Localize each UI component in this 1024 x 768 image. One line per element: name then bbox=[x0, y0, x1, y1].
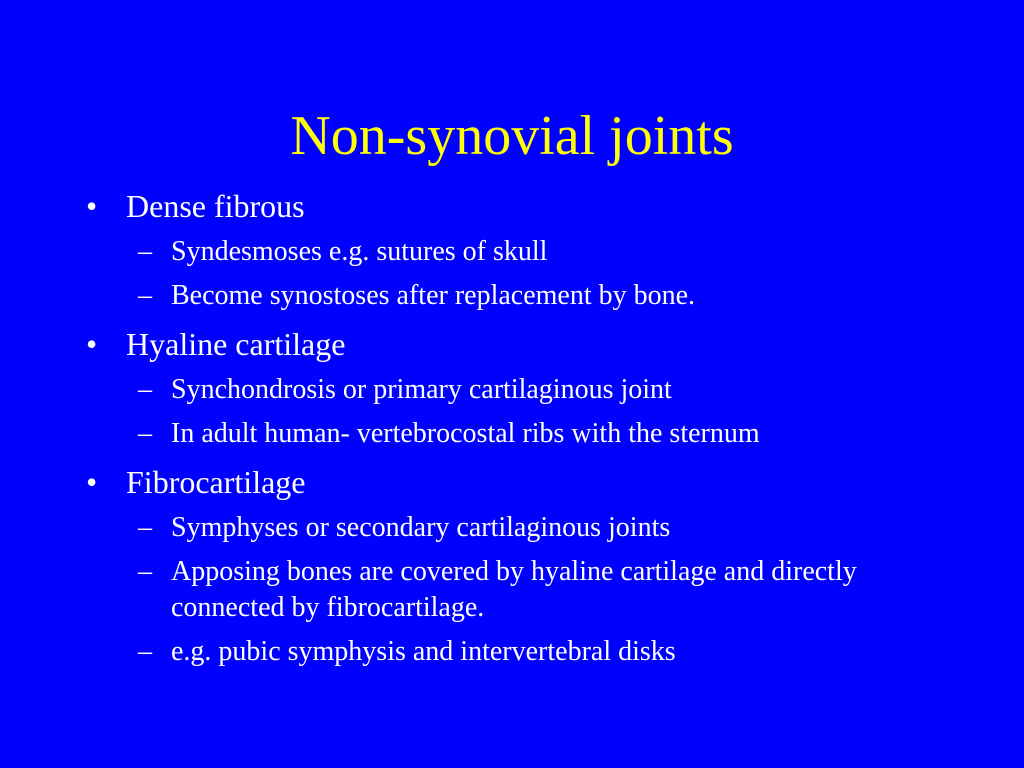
sub-item bbox=[80, 234, 940, 270]
dash-icon: – bbox=[138, 374, 152, 405]
slide-title: Non-synovial joints bbox=[290, 105, 734, 167]
slide-content bbox=[80, 182, 940, 670]
bullet-icon: • bbox=[86, 188, 98, 224]
dash-icon: – bbox=[138, 418, 152, 449]
bullet-text: Fibrocartilage bbox=[126, 464, 306, 500]
sub-text: Become synostoses after replacement by bone. bbox=[171, 280, 696, 311]
sub-item bbox=[80, 372, 940, 408]
sub-item bbox=[80, 416, 940, 452]
sub-item bbox=[80, 554, 940, 626]
sub-text: Syndesmoses e.g. sutures of skull bbox=[171, 236, 548, 267]
sub-text: e.g. pubic symphysis and intervertebral disks bbox=[171, 636, 676, 667]
sub-text: Synchondrosis or primary cartilaginous joint bbox=[171, 374, 672, 405]
bullet-text: Hyaline cartilage bbox=[126, 326, 346, 362]
bullet-icon: • bbox=[86, 326, 98, 362]
bullet-item bbox=[80, 458, 940, 506]
sub-item bbox=[80, 510, 940, 546]
sub-item bbox=[80, 278, 940, 314]
dash-icon: – bbox=[138, 236, 152, 267]
sub-text: Apposing bones are covered by hyaline cartilage and directly connected by fibrocartilage. bbox=[171, 556, 857, 623]
dash-icon: – bbox=[138, 280, 152, 311]
dash-icon: – bbox=[138, 512, 152, 543]
bullet-item bbox=[80, 320, 940, 368]
sub-item bbox=[80, 634, 940, 670]
sub-text: Symphyses or secondary cartilaginous joints bbox=[171, 512, 671, 543]
dash-icon: – bbox=[138, 636, 152, 667]
bullet-item bbox=[80, 182, 940, 230]
dash-icon: – bbox=[138, 556, 152, 587]
sub-text: In adult human- vertebrocostal ribs with the sternum bbox=[171, 418, 760, 449]
bullet-icon: • bbox=[86, 464, 98, 500]
bullet-text: Dense fibrous bbox=[126, 188, 305, 224]
